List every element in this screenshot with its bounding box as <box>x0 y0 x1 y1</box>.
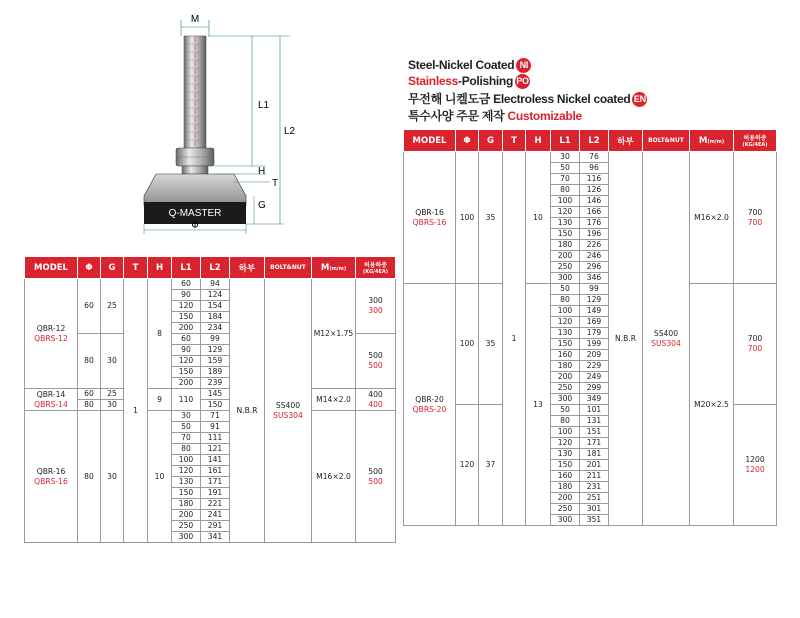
table-row: 200 234 <box>25 323 396 334</box>
model-cell: QBR-14 QBRS-14 <box>25 389 78 411</box>
table-row: 90 129 <box>25 345 396 356</box>
coating-nickel: Steel-Nickel Coated NI <box>408 58 531 73</box>
table-row: 250 296 <box>404 262 777 273</box>
col-g: G <box>479 130 503 152</box>
model-cell: QBR-16 QBRS-16 <box>25 411 78 543</box>
col-model: MODEL <box>404 130 456 152</box>
table-row: 150 191 <box>25 488 396 499</box>
table-row: 130 176 <box>404 218 777 229</box>
table-row: 150 189 <box>25 367 396 378</box>
table-row: 50 91 <box>25 422 396 433</box>
col-load: 허용하중 (KG/4EA) <box>734 130 777 152</box>
col-l2: L2 <box>580 130 609 152</box>
table-row: 200 241 <box>25 510 396 521</box>
table-row: QBR-16 QBRS-16 80 30 10 30 71 M16×2.0 500 500 <box>25 411 396 422</box>
table-row: 80 131 <box>404 416 777 427</box>
table-row: 120 161 <box>25 466 396 477</box>
col-t: T <box>124 257 148 279</box>
col-l1: L1 <box>551 130 580 152</box>
table-row: 200 239 <box>25 378 396 389</box>
table-row: 90 124 <box>25 290 396 301</box>
table-row: 300 351 <box>404 515 777 526</box>
table-row: 80 126 <box>404 185 777 196</box>
spec-table-left <box>24 256 396 543</box>
table-row: 100 141 <box>25 455 396 466</box>
table-row: 150 184 <box>25 312 396 323</box>
load-cell: 1200 1200 <box>734 405 777 526</box>
load-cell: 700 700 <box>734 284 777 405</box>
load-cell: 700 700 <box>734 152 777 284</box>
dim-h-label: H <box>258 166 266 177</box>
table-row: 250 301 <box>404 504 777 515</box>
coating-stainless: Stainless-Polishing PO <box>408 74 529 88</box>
coating-custom: 특수사양 주문 제작 Customizable <box>408 109 582 123</box>
col-base: 하부 <box>609 130 643 152</box>
col-t: T <box>503 130 526 152</box>
load-cell: 500 500 <box>356 411 396 543</box>
table-row: 130 181 <box>404 449 777 460</box>
table-row: 80 30 60 99 500 500 <box>25 334 396 345</box>
table-row: 80 121 <box>25 444 396 455</box>
table-row: 200 246 <box>404 251 777 262</box>
table-row: 200 251 <box>404 493 777 504</box>
model-cell: QBR-16 QBRS-16 <box>404 152 456 284</box>
base-material: N.B.R <box>230 279 265 543</box>
table-row: 70 111 <box>25 433 396 444</box>
col-bolt: BOLT&NUT <box>643 130 690 152</box>
col-phi: Φ <box>78 257 101 279</box>
col-base: 하부 <box>230 257 265 279</box>
table-row: 120 169 <box>404 317 777 328</box>
brand-label: Q-MASTER <box>168 208 222 219</box>
ni-badge: NI <box>516 58 531 73</box>
col-model: MODEL <box>25 257 78 279</box>
col-m: M(m/m) <box>690 130 734 152</box>
table-row: 150 199 <box>404 339 777 350</box>
table-row: 120 171 <box>404 438 777 449</box>
col-l2: L2 <box>201 257 230 279</box>
table-row: 120 166 <box>404 207 777 218</box>
col-phi: Φ <box>456 130 479 152</box>
table-row: 150 196 <box>404 229 777 240</box>
model-cell: QBR-12 QBRS-12 <box>25 279 78 389</box>
table-row: 130 171 <box>25 477 396 488</box>
load-cell: 400 400 <box>356 389 396 411</box>
table-row: 160 209 <box>404 350 777 361</box>
table-row: 160 211 <box>404 471 777 482</box>
col-h: H <box>526 130 551 152</box>
table-row: 300 341 <box>25 532 396 543</box>
table-row: 250 291 <box>25 521 396 532</box>
spec-table-right <box>403 129 777 526</box>
dim-m-label: M <box>190 14 200 25</box>
col-load: 허용하중 (KG/4EA) <box>356 257 396 279</box>
table-row: 80 129 <box>404 295 777 306</box>
bolt-material: SS400 SUS304 <box>265 279 312 543</box>
coating-electroless: 무전해 니켈도금 Electroless Nickel coated EN <box>408 92 646 106</box>
table-row: 180 229 <box>404 361 777 372</box>
table-row: 120 159 <box>25 356 396 367</box>
table-row: 80 30 150 <box>25 400 396 411</box>
table-row: 250 299 <box>404 383 777 394</box>
table-row: 130 179 <box>404 328 777 339</box>
table-row: QBR-12 QBRS-12 60 25 1 8 60 94 N.B.R SS400 SUS304 M12×1.75 300 300 <box>25 279 396 290</box>
col-l1: L1 <box>172 257 201 279</box>
table-row: 120 154 <box>25 301 396 312</box>
load-cell: 300 300 <box>356 279 396 334</box>
dim-t-label: T <box>272 178 279 189</box>
po-badge: PO <box>515 74 530 89</box>
table-row: 300 346 <box>404 273 777 284</box>
table-row: QBR-14 QBRS-14 60 25 9 110 145 M14×2.0 400 400 <box>25 389 396 400</box>
bolt-material: SS400 SUS304 <box>643 152 690 526</box>
table-row: 180 221 <box>25 499 396 510</box>
en-badge: EN <box>632 92 647 107</box>
col-m: M(m/m) <box>312 257 356 279</box>
table-row: 180 231 <box>404 482 777 493</box>
table-row: 50 96 <box>404 163 777 174</box>
table-row: 100 146 <box>404 196 777 207</box>
table-row: 180 226 <box>404 240 777 251</box>
col-h: H <box>148 257 172 279</box>
dim-l1-label: L1 <box>258 100 270 111</box>
t-cell: 1 <box>124 279 148 543</box>
leveling-foot-drawing <box>120 0 310 236</box>
table-row: 100 149 <box>404 306 777 317</box>
dim-g-label: G <box>258 200 266 211</box>
table-row: 120 37 50 101 1200 1200 <box>404 405 777 416</box>
table-row: 300 349 <box>404 394 777 405</box>
model-cell: QBR-20 QBRS-20 <box>404 284 456 526</box>
table-header <box>25 257 396 279</box>
table-row: 100 151 <box>404 427 777 438</box>
dim-l2-label: L2 <box>284 126 296 137</box>
table-row: QBR-16 QBRS-16 100 35 1 10 30 76 N.B.R SS400 SUS304 M16×2.0 700 700 <box>404 152 777 163</box>
table-row: QBR-20 QBRS-20 100 35 13 50 99 M20×2.5 700 700 <box>404 284 777 295</box>
table-header <box>404 130 777 152</box>
t-cell: 1 <box>503 152 526 526</box>
base-material: N.B.R <box>609 152 643 526</box>
table-row: 200 249 <box>404 372 777 383</box>
table-row: 70 116 <box>404 174 777 185</box>
col-bolt: BOLT&NUT <box>265 257 312 279</box>
col-g: G <box>101 257 124 279</box>
table-row: 150 201 <box>404 460 777 471</box>
dim-phi-label: Φ <box>191 221 199 231</box>
load-cell: 500 500 <box>356 334 396 389</box>
